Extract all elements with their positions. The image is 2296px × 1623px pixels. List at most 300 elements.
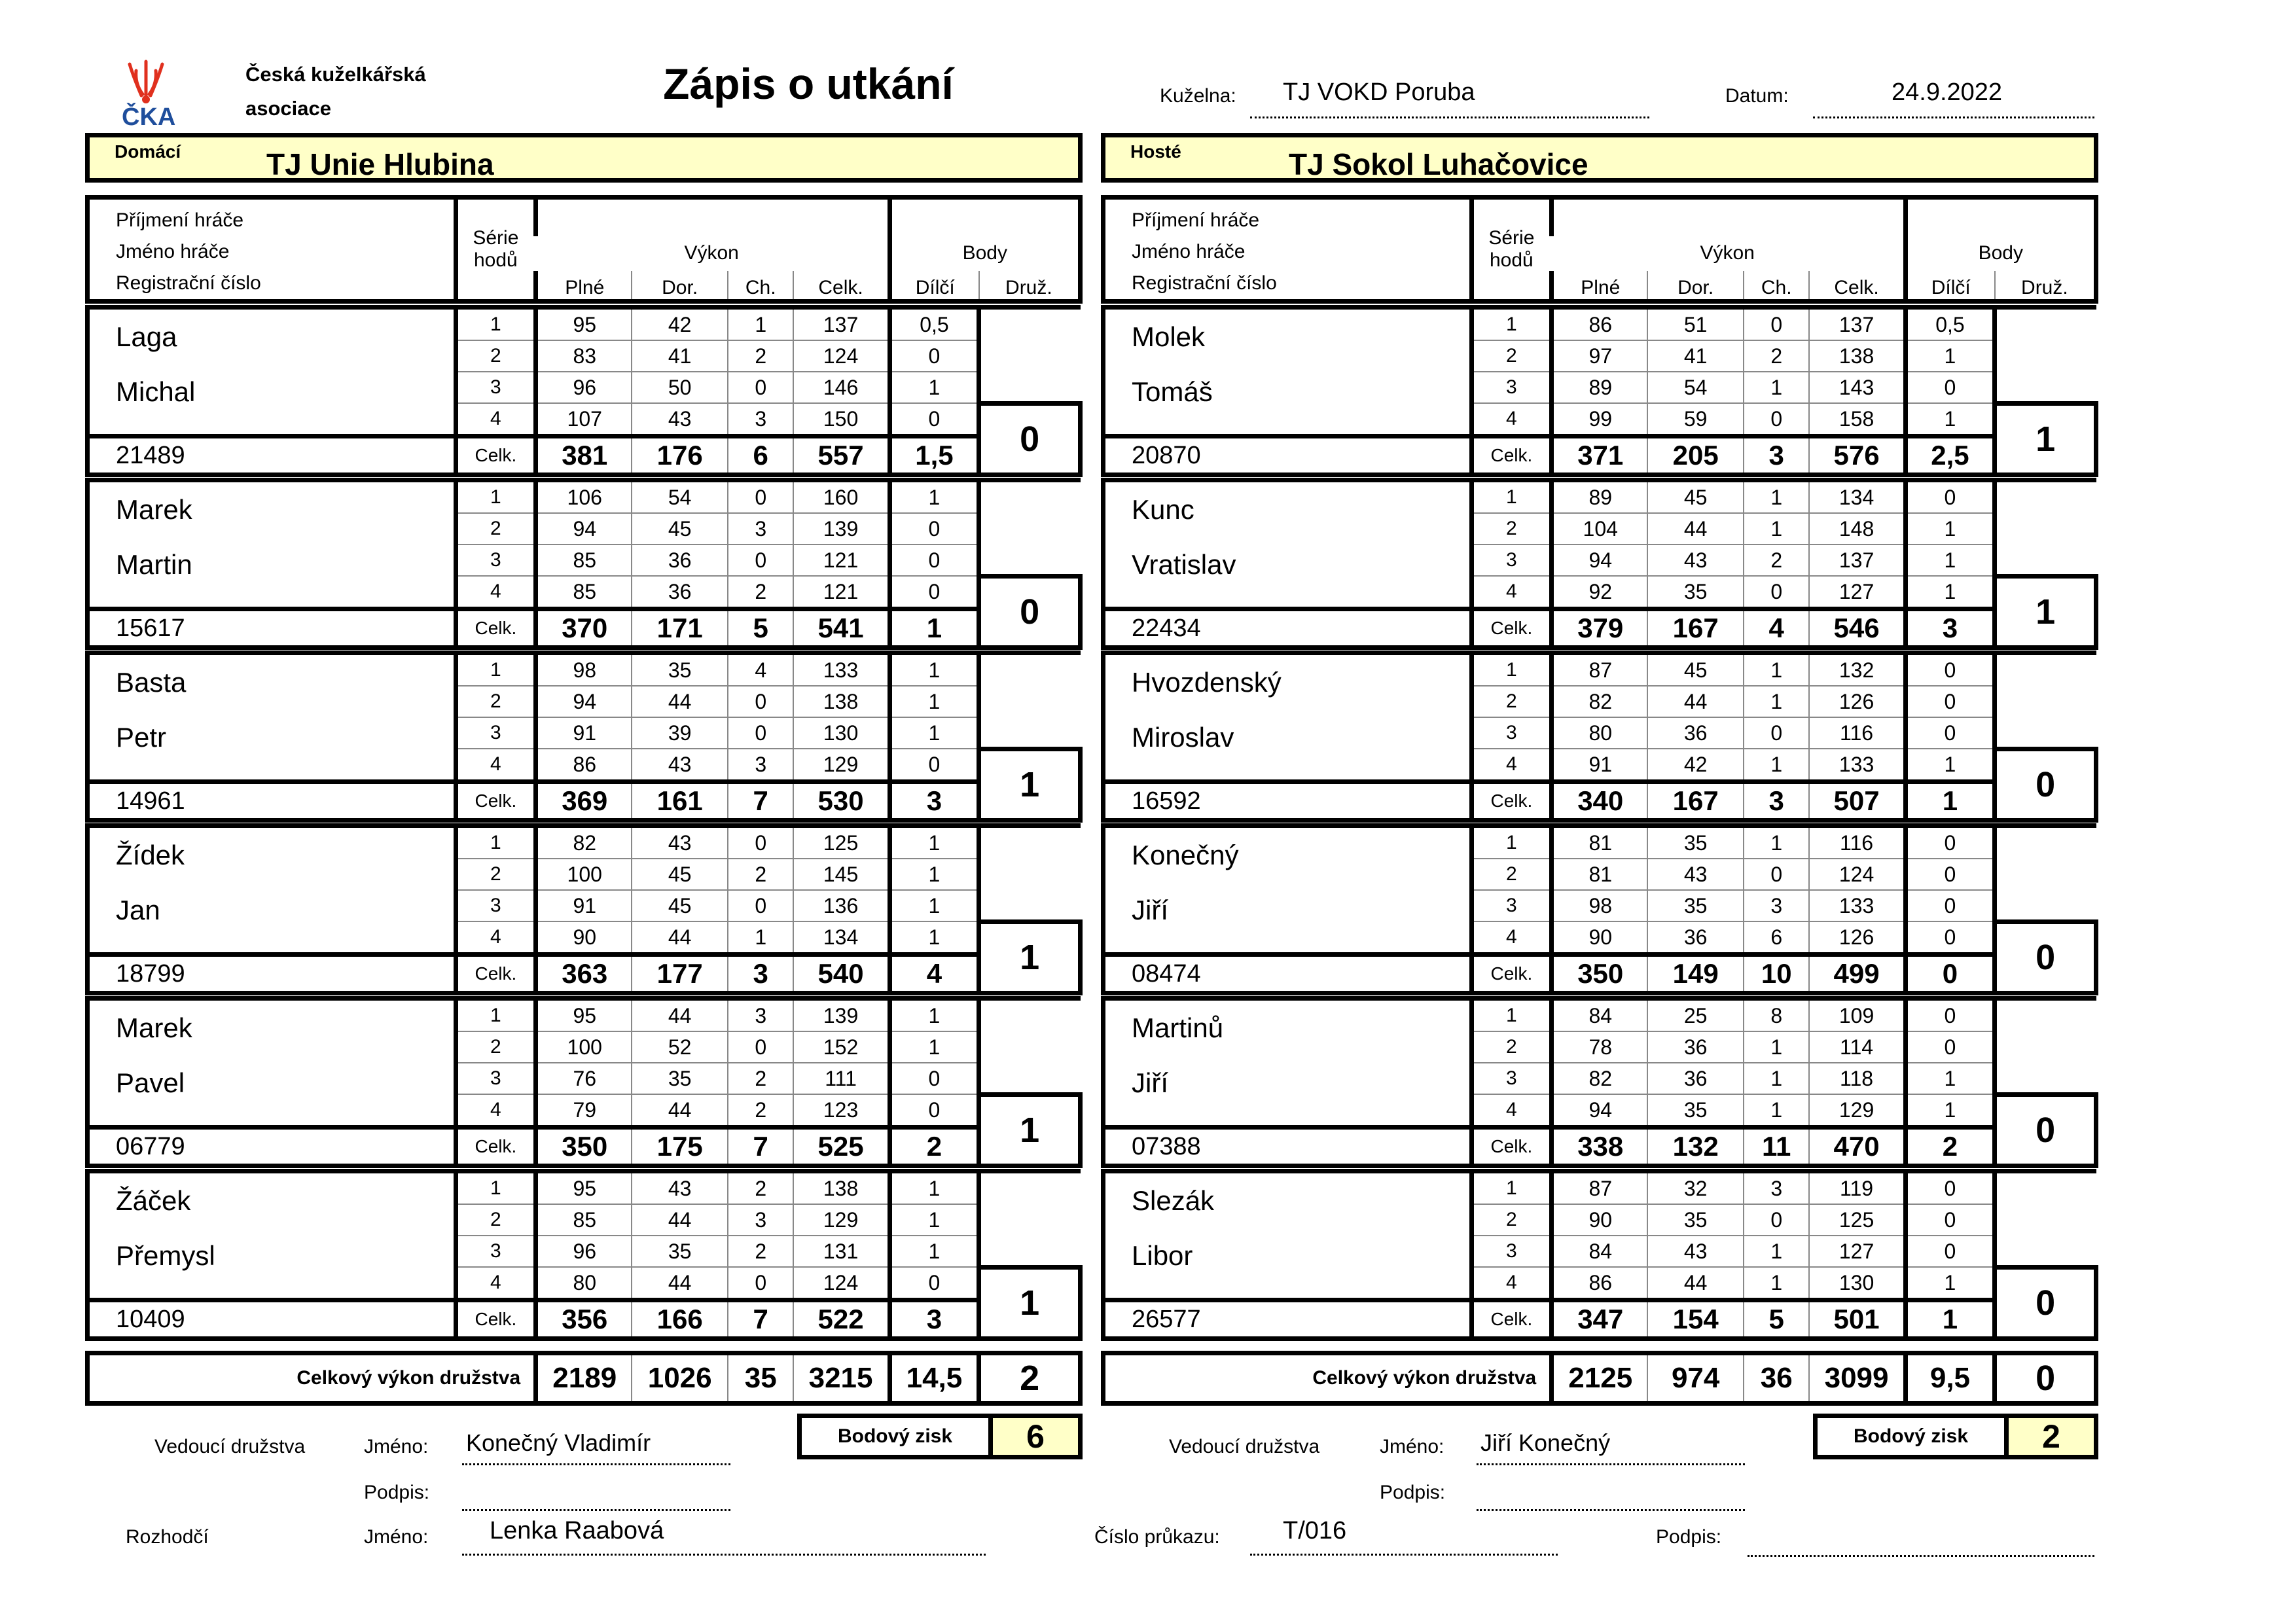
dor-value: 44 (1647, 513, 1744, 544)
away-player-block (1101, 305, 2098, 477)
dilci-value: 1 (889, 859, 979, 890)
player-firstname: Pavel (116, 1067, 185, 1098)
celk-value: 125 (1809, 1204, 1905, 1236)
series-number: 1 (456, 308, 536, 341)
series-row (1103, 1171, 2096, 1205)
dor-value: 43 (1647, 859, 1744, 890)
ch-value: 0 (728, 1031, 793, 1063)
ch-value: 1 (1744, 1094, 1809, 1128)
player-surname: Martinů (1132, 1012, 1224, 1043)
dilci-value: 1 (889, 826, 979, 859)
total-dilci: 3 (889, 1300, 979, 1339)
dor-value: 54 (1647, 372, 1744, 403)
plne-value: 92 (1552, 576, 1648, 609)
series-header-line1: Série (1488, 227, 1535, 249)
total-label: Celk. (1471, 437, 1552, 475)
ch-value: 2 (728, 340, 793, 372)
celk-value: 127 (1809, 1236, 1905, 1267)
total-plne: 363 (536, 955, 632, 993)
series-number: 2 (1471, 1204, 1552, 1236)
player-name-cell (88, 308, 456, 437)
ch-header: Ch. (1744, 271, 1809, 301)
home-team-name: TJ Unie Hlubina (266, 147, 494, 181)
dilci-value: 0 (1905, 921, 1995, 955)
series-number: 1 (456, 653, 536, 687)
dor-value: 59 (1647, 403, 1744, 437)
summary-label: Celkový výkon družstva (296, 1367, 521, 1389)
ch-value: 3 (1744, 890, 1809, 921)
series-number: 2 (456, 1031, 536, 1063)
series-number: 1 (1471, 1171, 1552, 1205)
player-reg-number: 08474 (1103, 955, 1472, 993)
referee-name-label: Jméno: (364, 1526, 429, 1548)
ch-value: 2 (728, 859, 793, 890)
ch-value: 3 (728, 1204, 793, 1236)
dilci-value: 1 (1905, 749, 1995, 782)
dilci-value: 0 (889, 749, 979, 782)
plne-value: 90 (1552, 921, 1648, 955)
total-label: Celk. (1471, 1300, 1552, 1339)
series-number: 4 (1471, 1094, 1552, 1128)
ch-value: 1 (728, 921, 793, 955)
series-number: 2 (456, 686, 536, 717)
player-column-header (88, 198, 456, 302)
total-ch: 6 (728, 437, 793, 475)
celk-value: 127 (1809, 576, 1905, 609)
vykon-header: Výkon (1700, 242, 1755, 264)
total-dilci: 1,5 (889, 437, 979, 475)
total-plne: 340 (1552, 782, 1648, 821)
dilci-value: 0 (1905, 999, 1995, 1032)
ch-value: 0 (728, 686, 793, 717)
dor-value: 43 (1647, 1236, 1744, 1267)
summary-ch: 35 (728, 1353, 793, 1404)
away-team-summary (1101, 1351, 2098, 1406)
series-number: 4 (1471, 921, 1552, 955)
plne-value: 91 (536, 890, 632, 921)
total-plne: 379 (1552, 609, 1648, 648)
dor-value: 35 (1647, 1204, 1744, 1236)
player-reg-number: 18799 (88, 955, 456, 993)
home-sign-label: Podpis: (364, 1482, 430, 1503)
total-label: Celk. (456, 1128, 536, 1166)
dilci-value: 1 (889, 480, 979, 514)
plne-value: 79 (536, 1094, 632, 1128)
dilci-value: 1 (889, 890, 979, 921)
player-firstname: Jiří (1132, 895, 1168, 925)
plne-value: 97 (1552, 340, 1648, 372)
away-player-block (1101, 1169, 2098, 1341)
dilci-value: 1 (889, 1031, 979, 1063)
total-dilci: 0 (1905, 955, 1995, 993)
series-number: 1 (1471, 999, 1552, 1032)
home-leader-name-field (462, 1429, 730, 1465)
venue-label: Kuželna: (1160, 85, 1236, 107)
player-firstname: Martin (116, 549, 192, 580)
team-point: 0 (1995, 921, 2096, 993)
total-ch: 7 (728, 1128, 793, 1166)
plne-value: 81 (1552, 859, 1648, 890)
celk-value: 131 (793, 1236, 889, 1267)
dor-value: 36 (1647, 717, 1744, 749)
dor-value: 43 (632, 1171, 728, 1205)
plne-value: 89 (1552, 480, 1648, 514)
player-reg-number: 14961 (88, 782, 456, 821)
dilci-value: 0 (889, 544, 979, 576)
celk-value: 130 (793, 717, 889, 749)
dor-header: Dor. (632, 271, 728, 301)
total-label: Celk. (456, 609, 536, 648)
dilci-value: 0 (889, 1267, 979, 1300)
series-number: 4 (1471, 1267, 1552, 1300)
total-label: Celk. (456, 437, 536, 475)
series-number: 3 (1471, 372, 1552, 403)
druz-header: Druž. (979, 271, 1081, 301)
celk-value: 124 (793, 340, 889, 372)
plne-value: 95 (536, 308, 632, 341)
series-number: 1 (456, 480, 536, 514)
ch-value: 2 (728, 1236, 793, 1267)
dilci-value: 0,5 (889, 308, 979, 341)
home-player-block (85, 651, 1083, 823)
total-dilci: 1 (1905, 1300, 1995, 1339)
home-leader-label: Vedoucí družstva (154, 1436, 306, 1457)
card-field (1250, 1517, 1558, 1556)
dilci-value: 1 (889, 372, 979, 403)
series-number: 1 (1471, 480, 1552, 514)
referee-name: Lenka Raabová (490, 1517, 664, 1544)
player-surname: Hvozdenský (1132, 667, 1282, 698)
plne-value: 94 (536, 513, 632, 544)
dor-value: 44 (632, 999, 728, 1032)
dor-value: 35 (1647, 1094, 1744, 1128)
series-number: 4 (1471, 576, 1552, 609)
dilci-value: 0 (1905, 826, 1995, 859)
player-total-row (88, 1300, 1081, 1339)
dilci-header: Dílčí (1905, 271, 1995, 301)
plne-value: 95 (536, 999, 632, 1032)
dor-value: 43 (632, 826, 728, 859)
player-firstname: Vratislav (1132, 549, 1236, 580)
plne-value: 86 (536, 749, 632, 782)
celk-value: 145 (793, 859, 889, 890)
org-name-line1: Česká kuželkářská (245, 63, 426, 86)
dor-value: 50 (632, 372, 728, 403)
player-firstname: Petr (116, 722, 167, 753)
firstname-header: Jméno hráče (1132, 241, 1246, 262)
series-number: 1 (456, 826, 536, 859)
celk-value: 137 (1809, 308, 1905, 341)
total-celk: 470 (1809, 1128, 1905, 1166)
celk-value: 116 (1809, 826, 1905, 859)
dilci-value: 1 (889, 999, 979, 1032)
celk-value: 126 (1809, 921, 1905, 955)
series-header (456, 198, 536, 302)
dor-value: 45 (632, 890, 728, 921)
dor-value: 45 (632, 859, 728, 890)
plne-value: 82 (1552, 1063, 1648, 1094)
dor-value: 43 (1647, 544, 1744, 576)
ch-value: 1 (1744, 686, 1809, 717)
home-points-value: 6 (993, 1418, 1078, 1455)
total-celk: 557 (793, 437, 889, 475)
ch-value: 1 (1744, 513, 1809, 544)
celk-header: Celk. (1809, 271, 1905, 301)
total-ch: 5 (1744, 1300, 1809, 1339)
series-number: 2 (1471, 513, 1552, 544)
plne-value: 87 (1552, 653, 1648, 687)
player-total-row (88, 1128, 1081, 1166)
ch-value: 0 (728, 890, 793, 921)
plne-value: 96 (536, 372, 632, 403)
dilci-value: 0 (1905, 859, 1995, 890)
team-point: 0 (1995, 1267, 2096, 1339)
summary-dilci: 9,5 (1905, 1353, 1995, 1404)
dor-value: 44 (632, 1267, 728, 1300)
total-dor: 149 (1647, 955, 1744, 993)
home-player-block (85, 1169, 1083, 1341)
venue-value: TJ VOKD Poruba (1283, 79, 1475, 106)
dilci-value: 0 (889, 576, 979, 609)
home-leader-name-label: Jméno: (364, 1436, 429, 1457)
series-number: 3 (1471, 544, 1552, 576)
series-number: 3 (456, 544, 536, 576)
total-celk: 576 (1809, 437, 1905, 475)
celk-value: 126 (1809, 686, 1905, 717)
total-plne: 350 (1552, 955, 1648, 993)
celk-value: 148 (1809, 513, 1905, 544)
dilci-value: 1 (889, 921, 979, 955)
dor-value: 45 (1647, 480, 1744, 514)
dor-value: 45 (1647, 653, 1744, 687)
player-reg-number: 26577 (1103, 1300, 1472, 1339)
ch-value: 1 (1744, 1267, 1809, 1300)
total-dor: 177 (632, 955, 728, 993)
player-total-row (1103, 782, 2096, 821)
series-row (88, 308, 1081, 341)
plne-value: 85 (536, 576, 632, 609)
dor-value: 52 (632, 1031, 728, 1063)
dilci-value: 1 (1905, 576, 1995, 609)
dor-value: 44 (632, 1094, 728, 1128)
dilci-value: 0 (889, 403, 979, 437)
plne-value: 106 (536, 480, 632, 514)
total-plne: 350 (536, 1128, 632, 1166)
player-surname: Slezák (1132, 1185, 1215, 1216)
summary-plne: 2125 (1552, 1353, 1648, 1404)
dor-value: 45 (632, 513, 728, 544)
plne-value: 82 (1552, 686, 1648, 717)
ch-value: 0 (1744, 403, 1809, 437)
total-dilci: 4 (889, 955, 979, 993)
home-player-block (85, 478, 1083, 650)
dilci-header: Dílčí (889, 271, 979, 301)
player-name-cell (1103, 826, 1472, 955)
player-surname: Žáček (116, 1185, 191, 1216)
celk-value: 121 (793, 544, 889, 576)
series-number: 3 (456, 717, 536, 749)
plne-value: 83 (536, 340, 632, 372)
dor-value: 35 (1647, 576, 1744, 609)
total-celk: 525 (793, 1128, 889, 1166)
celk-value: 139 (793, 999, 889, 1032)
plne-value: 85 (536, 544, 632, 576)
player-total-row (1103, 609, 2096, 648)
total-ch: 3 (1744, 782, 1809, 821)
celk-value: 111 (793, 1063, 889, 1094)
plne-value: 90 (536, 921, 632, 955)
series-number: 2 (456, 513, 536, 544)
ch-value: 0 (728, 480, 793, 514)
away-points-label: Bodový zisk (1818, 1418, 2009, 1455)
series-number: 4 (456, 749, 536, 782)
series-number: 1 (456, 999, 536, 1032)
dilci-value: 0 (1905, 1236, 1995, 1267)
plne-value: 89 (1552, 372, 1648, 403)
ch-value: 0 (1744, 859, 1809, 890)
total-celk: 541 (793, 609, 889, 648)
ch-value: 1 (1744, 1031, 1809, 1063)
player-total-row (1103, 437, 2096, 475)
dor-value: 42 (632, 308, 728, 341)
team-point: 0 (979, 403, 1081, 475)
player-surname: Laga (116, 321, 177, 352)
total-plne: 356 (536, 1300, 632, 1339)
player-total-row (1103, 1300, 2096, 1339)
team-point: 0 (979, 576, 1081, 648)
dilci-value: 1 (1905, 513, 1995, 544)
ch-value: 1 (1744, 826, 1809, 859)
dilci-value: 1 (1905, 1094, 1995, 1128)
plne-value: 85 (536, 1204, 632, 1236)
away-player-block (1101, 996, 2098, 1168)
dilci-value: 0 (1905, 1204, 1995, 1236)
celk-value: 129 (1809, 1094, 1905, 1128)
away-leader-name-label: Jméno: (1380, 1436, 1444, 1457)
date-label: Datum: (1725, 85, 1789, 107)
ch-value: 1 (1744, 372, 1809, 403)
celk-value: 109 (1809, 999, 1905, 1032)
date-value: 24.9.2022 (1892, 79, 2003, 106)
plne-value: 87 (1552, 1171, 1648, 1205)
date-field (1813, 79, 2094, 118)
series-number: 1 (1471, 826, 1552, 859)
player-name-cell (88, 826, 456, 955)
total-plne: 369 (536, 782, 632, 821)
ch-value: 3 (728, 513, 793, 544)
series-row (88, 826, 1081, 859)
team-point: 1 (979, 1094, 1081, 1166)
away-leader-name-field (1477, 1429, 1745, 1465)
celk-value: 138 (793, 686, 889, 717)
player-firstname: Jan (116, 895, 160, 925)
dilci-value: 0 (1905, 686, 1995, 717)
ch-value: 2 (728, 1094, 793, 1128)
plne-value: 96 (536, 1236, 632, 1267)
ch-value: 6 (1744, 921, 1809, 955)
series-number: 2 (456, 340, 536, 372)
player-total-row (1103, 955, 2096, 993)
celk-value: 137 (1809, 544, 1905, 576)
player-reg-number: 22434 (1103, 609, 1472, 648)
away-points-value: 2 (2009, 1418, 2094, 1455)
dilci-value: 1 (889, 686, 979, 717)
ch-header: Ch. (728, 271, 793, 301)
ch-value: 0 (728, 826, 793, 859)
series-header-line1: Série (473, 227, 519, 249)
celk-value: 121 (793, 576, 889, 609)
series-number: 4 (456, 1267, 536, 1300)
plne-value: 104 (1552, 513, 1648, 544)
celk-header: Celk. (793, 271, 889, 301)
series-number: 1 (1471, 308, 1552, 341)
series-row (88, 1171, 1081, 1205)
dor-value: 36 (1647, 1063, 1744, 1094)
celk-value: 133 (1809, 890, 1905, 921)
series-number: 2 (1471, 859, 1552, 890)
dor-value: 41 (632, 340, 728, 372)
dilci-value: 1 (889, 1171, 979, 1205)
ch-value: 0 (1744, 717, 1809, 749)
player-total-row (88, 437, 1081, 475)
dilci-value: 0,5 (1905, 308, 1995, 341)
plne-value: 98 (1552, 890, 1648, 921)
celk-value: 129 (793, 749, 889, 782)
total-dilci: 3 (889, 782, 979, 821)
player-name-cell (88, 480, 456, 609)
dilci-value: 0 (1905, 653, 1995, 687)
total-ch: 5 (728, 609, 793, 648)
celk-value: 134 (1809, 480, 1905, 514)
total-dor: 167 (1647, 782, 1744, 821)
total-dor: 166 (632, 1300, 728, 1339)
home-team-bar (85, 133, 1083, 183)
celk-value: 160 (793, 480, 889, 514)
away-player-block (1101, 651, 2098, 823)
player-surname: Žídek (116, 840, 185, 870)
ch-value: 0 (1744, 1204, 1809, 1236)
series-row (1103, 653, 2096, 687)
total-label: Celk. (1471, 782, 1552, 821)
series-number: 4 (1471, 749, 1552, 782)
player-surname: Marek (116, 1012, 192, 1043)
vykon-header: Výkon (684, 242, 739, 264)
series-number: 3 (456, 1063, 536, 1094)
home-team-summary (85, 1351, 1083, 1406)
plne-value: 94 (1552, 1094, 1648, 1128)
player-firstname: Jiří (1132, 1067, 1168, 1098)
plne-header: Plné (536, 271, 632, 301)
dor-value: 25 (1647, 999, 1744, 1032)
dor-value: 43 (632, 749, 728, 782)
celk-value: 138 (793, 1171, 889, 1205)
away-leader-label: Vedoucí družstva (1169, 1436, 1320, 1457)
series-header-line2: hodů (1490, 249, 1534, 271)
series-number: 1 (1471, 653, 1552, 687)
plne-value: 91 (536, 717, 632, 749)
series-row (1103, 308, 2096, 341)
dor-value: 35 (1647, 826, 1744, 859)
team-point: 1 (979, 1267, 1081, 1339)
dor-value: 36 (632, 544, 728, 576)
plne-value: 84 (1552, 999, 1648, 1032)
org-name-line2: asociace (245, 97, 331, 120)
ch-value: 3 (728, 999, 793, 1032)
away-column-header (1101, 195, 2098, 304)
druz-header: Druž. (1995, 271, 2096, 301)
celk-value: 114 (1809, 1031, 1905, 1063)
dor-value: 44 (632, 1204, 728, 1236)
